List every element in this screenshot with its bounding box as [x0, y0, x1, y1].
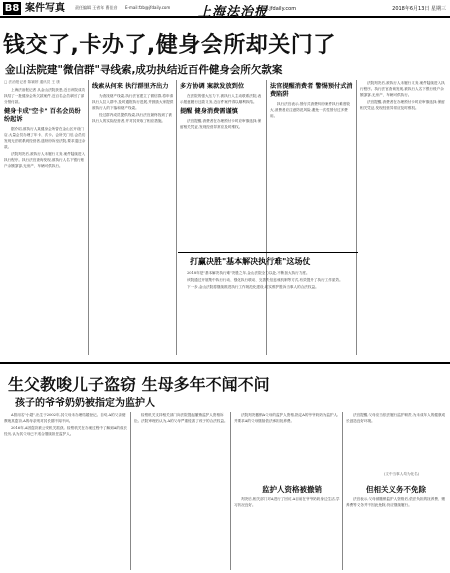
story1-subheading-5: 法官提醒消费者 警惕预付式消费陷阱: [270, 83, 353, 98]
story1-paragraph: 执行法官表示,预付式消费纠纷案件执行难度较大,消费者应注意防范风险,避免一次性预付过多费用。: [270, 102, 351, 118]
box-title: 打赢决胜"基本解决执行难"这场仗: [190, 257, 311, 266]
story2-mini-title-2: 但相关义务不免除: [366, 485, 426, 494]
story1-paragraph: 经过群内成员提供线索,执行法官最终找到了被执行人的实际经营者,并对其采取了相应措施。: [92, 113, 173, 123]
box-paragraph: 下一步,金山法院将继续推进执行工作规范化建设,切实维护胜诉当事人的合法权益。: [187, 285, 319, 289]
story2-paragraph: 法官表示,父母被撤销监护人资格后,依法负担的抚养费、赡养费等义务并不因此免除,仍应继续履行。: [346, 497, 446, 507]
story2-column-2: [134, 412, 228, 570]
story2-mini-title-1: 监护人资格被撤销: [262, 485, 322, 494]
story2-paragraph: 法官提醒,父母应当依法履行监护职责,为未成年人的健康成长创造良好环境。: [346, 413, 446, 423]
story1-subheading-2: 线索从何来 执行群里齐出力: [92, 83, 169, 90]
story2-column-4-bottom: [346, 496, 446, 570]
column-divider: [176, 80, 177, 355]
story1-paragraph: 法院判决后,被执行人未履行义务,案件陆续进入执行程序。执行法官查询发现,被执行人名下银行账户余额寥寥,无房产、车辆可供执行。: [4, 152, 86, 168]
column-divider: [88, 80, 89, 355]
story1-column-4: [270, 80, 354, 250]
page-number-badge: B8: [4, 3, 20, 14]
column-divider: [342, 412, 343, 570]
story1-lead: 上海法治报记者 从金山法院获悉,近日该院成功执结了一批健身会所欠款案件,近百名会员拿回了部分预付款。: [4, 88, 86, 104]
masthead: [0, 0, 450, 18]
newspaper-name: 上海法治报: [198, 5, 269, 20]
story2-column-3-bottom: [234, 496, 340, 570]
story1-subheading-4: 提醒 健身消费需谨慎: [180, 108, 238, 115]
story2-paragraph: A曾用名"小超",出生于2002年,其父母未办理结婚登记。自幼,A的父亲便教唆其盗窃,A的母亲则对其长期不闻不问。: [4, 413, 126, 423]
box-paragraph: 该院通过开展集中执行行动、强化执行联动、完善失信惩戒机制等方式,有效提升了执行工作质效。: [187, 278, 343, 282]
story2-column-4-top: [346, 412, 446, 470]
story1-paragraph: 法官提醒,消费者在办理预付卡时应审慎选择,保留相关凭证,发现经营异常应及时维权。: [180, 119, 262, 129]
website: www.jfdaily.com: [256, 6, 297, 12]
story1-column-1: [4, 80, 86, 355]
section-divider: [0, 362, 450, 364]
story2-column-3-top: [234, 412, 340, 478]
column-divider: [230, 412, 231, 570]
column-divider: [356, 80, 357, 355]
story1-paragraph: 在法院的强大压力下,被执行人主动联系法院,表示愿意履行还款义务,近百件案件得以顺利执结。: [180, 94, 262, 104]
story2-headline: 生父教唆儿子盗窃 生母多年不闻不问: [8, 375, 270, 394]
story1-paragraph: 据介绍,被执行人某健身会所曾在金山区开设门店,大量会员办理了年卡、次卡。会所关门后,会员们发现无法联系到经营者,遂纷纷诉至法院,要求退还余款。: [4, 127, 86, 149]
box-paragraph: 2018年是"基本解决执行难"决胜之年,金山法院全力以赴,不断加大执行力度。: [187, 271, 310, 275]
section-name: 案件写真: [25, 3, 65, 14]
story1-subhead: 金山法院建"微信群"寻线索,成功执结近百件健身会所欠款案: [5, 64, 283, 76]
story2-paragraph: 检察机关支持相关部门向法院提起撤销监护人资格诉讼。法院审理后认为,A的父母严重侵害了孩子的合法权益。: [134, 413, 228, 423]
story1-subheading-1: 健身卡成"空卡" 百名会员纷纷起诉: [4, 108, 81, 123]
story1-paragraph: 法官提醒,消费者在办理预付卡时应审慎选择,保留相关凭证,发现经营异常应及时维权。: [360, 100, 445, 110]
issue-date: 2018年6月13日 星期三: [392, 6, 446, 12]
story1-column-5: [360, 80, 447, 355]
story2-paragraph: 2016年,A因盗窃被公安机关抓获。检察机关在办案过程中了解到A的成长经历,认为其父母已不适合继续担任监护人。: [4, 426, 128, 436]
box-top-rule: [178, 252, 358, 253]
story1-subheading-3: 多方协调 案款发放到位: [180, 83, 245, 90]
editor-credits: 责任编辑 王省年 曹佳音: [75, 5, 118, 10]
story2-paragraph: 法院判决撤销A父母的监护人资格,指定A的爷爷奶奶为监护人,并要求A的父母继续依法承担抚养费。: [234, 413, 339, 423]
story2-paragraph: 判决后,相关部门对A进行了回访,A目前在爷爷奶奶身边生活,学习状况良好。: [234, 497, 340, 507]
box-body: [180, 270, 354, 355]
story1-paragraph: 法院判决后,被执行人未履行义务,案件陆续进入执行程序。执行法官查询发现,被执行人名下银行账户余额寥寥,无房产、车辆可供执行。: [360, 81, 445, 97]
story2-credit: (文中当事人均为化名): [384, 472, 420, 476]
story1-byline: □ 法治报记者 陈颖婷 通讯员 王 康: [4, 80, 60, 84]
story2-subhead: 孩子的爷爷奶奶被指定为监护人: [15, 398, 155, 409]
story1-paragraph: 为查找财产线索,执行法官建立了微信群,将申请执行人拉入群中,及时通报执行进展,并鼓励大家提供被执行人的下落和财产线索。: [92, 94, 174, 110]
column-divider: [130, 412, 131, 570]
story1-headline: 钱交了,卡办了,健身会所却关门了: [3, 33, 336, 58]
story1-column-2: [92, 80, 174, 355]
story1-column-3: [180, 80, 264, 250]
email-address: E-mail:fzb@jfdaily.com: [125, 5, 171, 10]
story2-column-1: [4, 412, 128, 570]
